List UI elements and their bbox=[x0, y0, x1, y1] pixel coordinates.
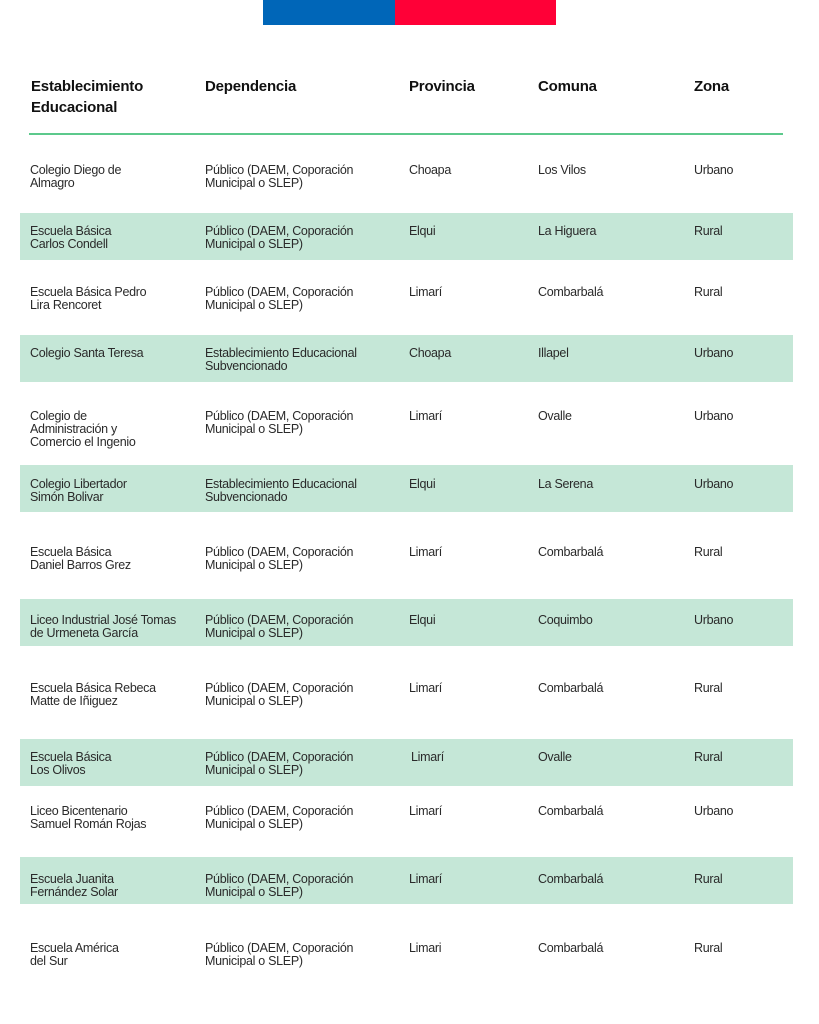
cell-comuna: Combarbalá bbox=[538, 285, 604, 299]
cell-dependencia: Público (DAEM, Coporación Municipal o SLEP) bbox=[205, 285, 354, 312]
cell-establecimiento: Liceo Industrial José Tomas de Urmeneta García bbox=[30, 613, 176, 640]
cell-establecimiento: Liceo Bicentenario Samuel Román Rojas bbox=[30, 804, 147, 831]
header-comuna: Comuna bbox=[538, 78, 597, 95]
cell-comuna: Combarbalá bbox=[538, 941, 604, 955]
cell-provincia: Elqui bbox=[409, 477, 436, 491]
cell-establecimiento: Colegio Diego de Almagro bbox=[30, 163, 122, 190]
header-divider bbox=[29, 133, 783, 135]
cell-provincia: Limarí bbox=[409, 681, 442, 695]
table-row bbox=[20, 213, 793, 260]
cell-provincia: Limarí bbox=[409, 804, 442, 818]
cell-dependencia: Público (DAEM, Coporación Municipal o SLEP) bbox=[205, 941, 354, 968]
cell-comuna: Illapel bbox=[538, 346, 569, 360]
header-establecimiento: Establecimiento Educacional bbox=[31, 78, 144, 116]
cell-establecimiento: Escuela Básica Rebeca Matte de Iñiguez bbox=[30, 681, 156, 708]
flag-blue-stripe bbox=[263, 0, 395, 25]
cell-zona: Rural bbox=[694, 285, 723, 299]
cell-comuna: Combarbalá bbox=[538, 804, 604, 818]
cell-provincia: Elqui bbox=[409, 613, 436, 627]
cell-provincia: Limarí bbox=[409, 409, 442, 423]
header-provincia: Provincia bbox=[409, 78, 475, 95]
cell-zona: Urbano bbox=[694, 163, 734, 177]
flag-red-stripe bbox=[395, 0, 556, 25]
cell-zona: Urbano bbox=[694, 409, 734, 423]
cell-establecimiento: Escuela Juanita Fernández Solar bbox=[30, 872, 118, 899]
cell-comuna: Combarbalá bbox=[538, 545, 604, 559]
table-row bbox=[20, 928, 793, 975]
cell-zona: Urbano bbox=[694, 477, 734, 491]
cell-zona: Rural bbox=[694, 872, 723, 886]
header-zona: Zona bbox=[694, 78, 730, 95]
cell-dependencia: Público (DAEM, Coporación Municipal o SLEP) bbox=[205, 872, 354, 899]
table-row bbox=[20, 857, 793, 904]
cell-dependencia: Público (DAEM, Coporación Municipal o SLEP) bbox=[205, 224, 354, 251]
cell-dependencia: Público (DAEM, Coporación Municipal o SLEP) bbox=[205, 804, 354, 831]
table-row bbox=[20, 465, 793, 512]
table-row bbox=[20, 533, 793, 580]
header-dependencia: Dependencia bbox=[205, 78, 297, 95]
table-row bbox=[20, 599, 793, 646]
cell-provincia: Choapa bbox=[409, 346, 451, 360]
cell-establecimiento: Escuela América del Sur bbox=[30, 941, 119, 968]
cell-provincia: Limarí bbox=[409, 872, 442, 886]
cell-dependencia: Público (DAEM, Coporación Municipal o SLEP) bbox=[205, 163, 354, 190]
cell-provincia: Elqui bbox=[409, 224, 436, 238]
cell-provincia: Limari bbox=[409, 941, 442, 955]
cell-establecimiento: Escuela Básica Los Olivos bbox=[30, 750, 112, 777]
cell-establecimiento: Escuela Básica Daniel Barros Grez bbox=[30, 545, 131, 572]
cell-zona: Rural bbox=[694, 750, 723, 764]
chile-flag-bar bbox=[263, 0, 556, 25]
cell-zona: Rural bbox=[694, 545, 723, 559]
cell-dependencia: Establecimiento Educacional Subvencionado bbox=[205, 346, 357, 373]
cell-provincia: Choapa bbox=[409, 163, 451, 177]
table-row bbox=[20, 669, 793, 716]
cell-establecimiento: Colegio Santa Teresa bbox=[30, 346, 144, 360]
table-row bbox=[20, 335, 793, 382]
cell-provincia: Limarí bbox=[409, 545, 442, 559]
cell-establecimiento: Escuela Básica Pedro Lira Rencoret bbox=[30, 285, 147, 312]
cell-comuna: Combarbalá bbox=[538, 872, 604, 886]
cell-establecimiento: Colegio de Administración y Comercio el Ingenio bbox=[30, 409, 136, 449]
cell-zona: Urbano bbox=[694, 613, 734, 627]
table-row bbox=[20, 396, 793, 456]
cell-zona: Urbano bbox=[694, 346, 734, 360]
cell-zona: Rural bbox=[694, 941, 723, 955]
cell-comuna: Los Vilos bbox=[538, 163, 586, 177]
cell-zona: Urbano bbox=[694, 804, 734, 818]
cell-comuna: Ovalle bbox=[538, 409, 572, 423]
cell-zona: Rural bbox=[694, 224, 723, 238]
table-row bbox=[20, 739, 793, 786]
cell-comuna: Ovalle bbox=[538, 750, 572, 764]
cell-dependencia: Público (DAEM, Coporación Municipal o SLEP) bbox=[205, 681, 354, 708]
cell-dependencia: Público (DAEM, Coporación Municipal o SLEP) bbox=[205, 613, 354, 640]
cell-comuna: La Higuera bbox=[538, 224, 597, 238]
cell-dependencia: Público (DAEM, Coporación Municipal o SLEP) bbox=[205, 750, 354, 777]
cell-provincia: Limarí bbox=[409, 285, 442, 299]
cell-comuna: Combarbalá bbox=[538, 681, 604, 695]
cell-zona: Rural bbox=[694, 681, 723, 695]
cell-comuna: Coquimbo bbox=[538, 613, 593, 627]
cell-establecimiento: Colegio Libertador Simón Bolivar bbox=[30, 477, 127, 504]
cell-dependencia: Público (DAEM, Coporación Municipal o SLEP) bbox=[205, 409, 354, 436]
cell-dependencia: Público (DAEM, Coporación Municipal o SLEP) bbox=[205, 545, 354, 572]
table-row bbox=[20, 152, 793, 199]
cell-establecimiento: Escuela Básica Carlos Condell bbox=[30, 224, 112, 251]
table-header bbox=[0, 76, 819, 126]
cell-comuna: La Serena bbox=[538, 477, 593, 491]
cell-dependencia: Establecimiento Educacional Subvencionado bbox=[205, 477, 357, 504]
table-row bbox=[20, 792, 793, 839]
cell-provincia: Limarí bbox=[411, 750, 444, 764]
table-row bbox=[20, 274, 793, 321]
